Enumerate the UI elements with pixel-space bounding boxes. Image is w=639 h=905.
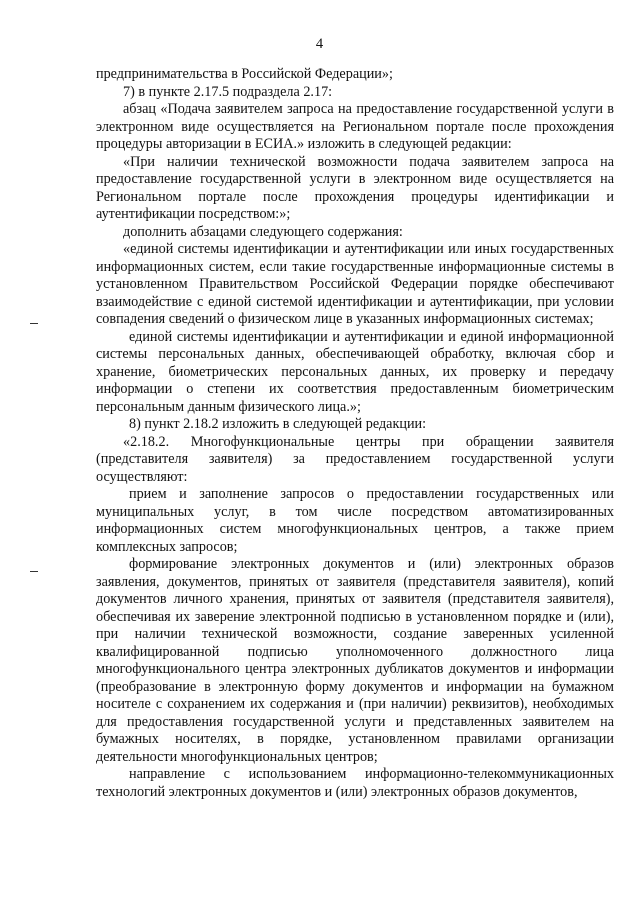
paragraph: «единой системы идентификации и аутентификации или иных государственных информационных систем, если такие государственные информационные системы в установленном Правительством Российской Федерации порядке обеспечивают взаимодействие с единой системой идентификации и аутентификации, при условии совпадения сведений о физическом лице в указанных информационных системах; — [96, 241, 614, 327]
paragraph: 8) пункт 2.18.2 изложить в следующей редакции: — [129, 416, 427, 432]
paragraph: прием и заполнение запросов о предоставлении государственных или муниципальных услуг, в том числе посредством автоматизированных информационных систем многофункциональных центров, а также прием комплексных запросов; — [96, 486, 614, 555]
paragraph: направление с использованием информационно-телекоммуникационных технологий электронных документов и (или) электронных образов документов, — [96, 766, 614, 800]
paragraph: «При наличии технической возможности подача заявителем запроса на предоставление государственной услуги в электронном виде осуществляется на Региональном портале после прохождения процедуры идентификации и аутентификации посредством:»; — [96, 153, 614, 222]
paragraph: предпринимательства в Российской Федерации»; — [96, 66, 393, 82]
paragraph: дополнить абзацами следующего содержания: — [123, 223, 403, 240]
paragraph: «2.18.2. Многофункциональные центры при обращении заявителя (представителя заявителя) за предоставлением государственной услуги осуществляют: — [96, 433, 614, 485]
paragraph: формирование электронных документов и (или) электронных образов заявления, документов, принятых от заявителя (представителя заявителя), копий документов личного хранения, принятых от заявителя (представителя заявителя), обеспечивая их заверение электронной подписью в установленном порядке и (или), при наличии технической возможности, создание заверенных усиленной квалифицированной подписью уполномоченного должностного лица многофункционального центра электронных дубликатов документов и информации (преобразование в электронную форму документов и информации на бумажном носителе с сохранением их содержания и (при наличии) реквизитов), необходимых для предоставления государственной услуги и представленных заявителем на бумажных носителях, в порядке, установленном правилами организации деятельности многофункциональных центров; — [96, 556, 614, 765]
page-number: 4 — [315, 36, 324, 52]
margin-mark — [30, 323, 38, 324]
document-body — [96, 66, 614, 801]
margin-mark — [30, 571, 38, 572]
paragraph: единой системы идентификации и аутентификации и единой информационной системы персональных данных, обеспечивающей обработку, включая сбор и хранение, биометрических персональных данных, их проверку и передачу информации о степени их соответствия предоставленным биометрическим персональным данным физического лица.»; — [96, 328, 614, 415]
paragraph: абзац «Подача заявителем запроса на предоставление государственной услуги в электронном виде осуществляется на Региональном портале после прохождения процедуры авторизации в ЕСИА.» изложить в следующей редакции: — [96, 101, 614, 152]
paragraph: 7) в пункте 2.17.5 подраздела 2.17: — [123, 83, 333, 100]
